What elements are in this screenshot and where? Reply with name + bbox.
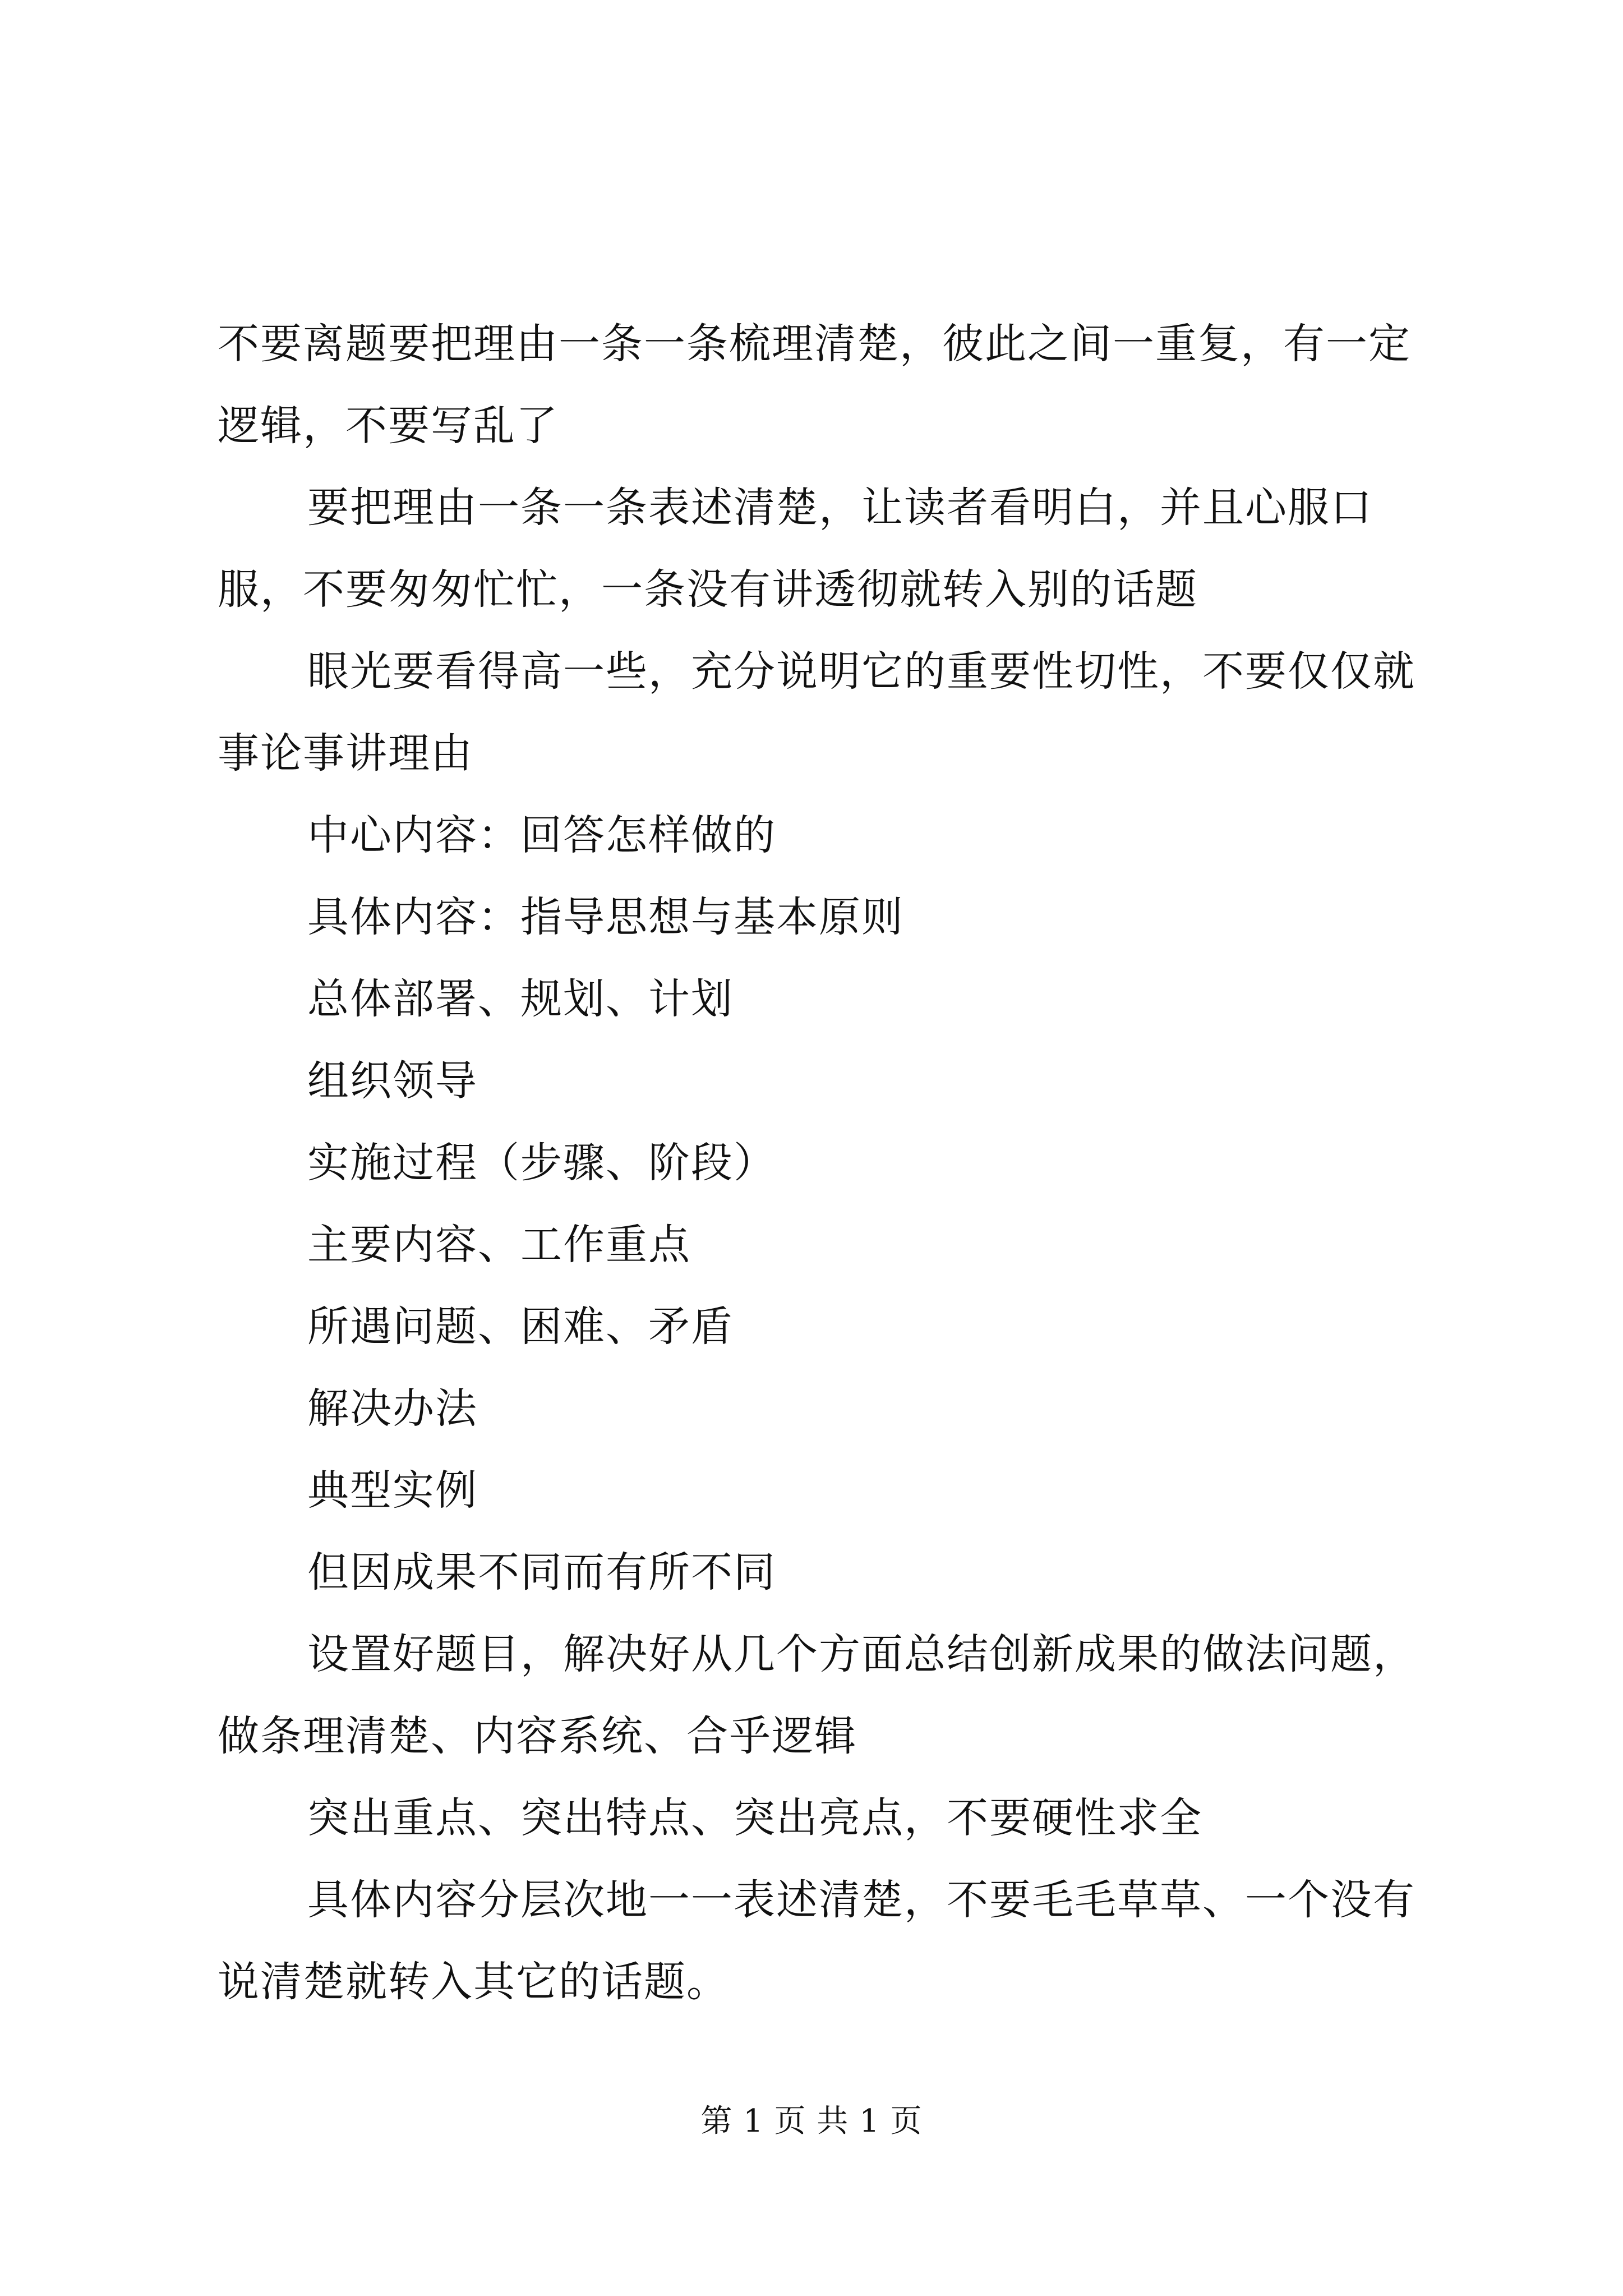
paragraph: 但因成果不同而有所不同 — [307, 1548, 776, 1596]
paragraph: 眼光要看得高一些，充分说明它的重要性切性，不要仅仅就事论事讲理由 — [218, 647, 1415, 777]
paragraph: 实施过程（步骤、阶段） — [307, 1139, 776, 1187]
paragraph: 解决办法 — [307, 1384, 478, 1433]
paragraph: 突出重点、突出特点、突出亮点，不要硬性求全 — [307, 1794, 1202, 1842]
document-body — [218, 303, 1429, 2023]
paragraph: 组织领导 — [307, 1057, 478, 1105]
paragraph: 总体部署、规划、计划 — [307, 975, 734, 1023]
paragraph: 不要离题要把理由一条一条梳理清楚，彼此之间一重复，有一定逻辑，不要写乱了 — [218, 320, 1411, 450]
paragraph: 典型实例 — [307, 1466, 478, 1515]
paragraph: 具体内容：指导思想与基本原则 — [307, 893, 904, 941]
paragraph: 主要内容、工作重点 — [307, 1221, 691, 1269]
page-footer — [0, 2099, 1623, 2144]
paragraph: 所遇问题、困难、矛盾 — [307, 1303, 734, 1351]
paragraph: 中心内容：回答怎样做的 — [307, 811, 776, 859]
paragraph: 设置好题目，解决好从几个方面总结创新成果的做法问题，做条理清楚、内容系统、合乎逻辑 — [218, 1630, 1415, 1760]
paragraph: 要把理由一条一条表述清楚，让读者看明白，并且心服口服，不要匆匆忙忙，一条没有讲透彻就转入别的话题 — [218, 484, 1373, 614]
page-number-label: 第 1 页 共 1 页 — [700, 2103, 923, 2139]
paragraph: 具体内容分层次地一一表述清楚，不要毛毛草草、一个没有说清楚就转入其它的话题。 — [218, 1876, 1415, 2006]
